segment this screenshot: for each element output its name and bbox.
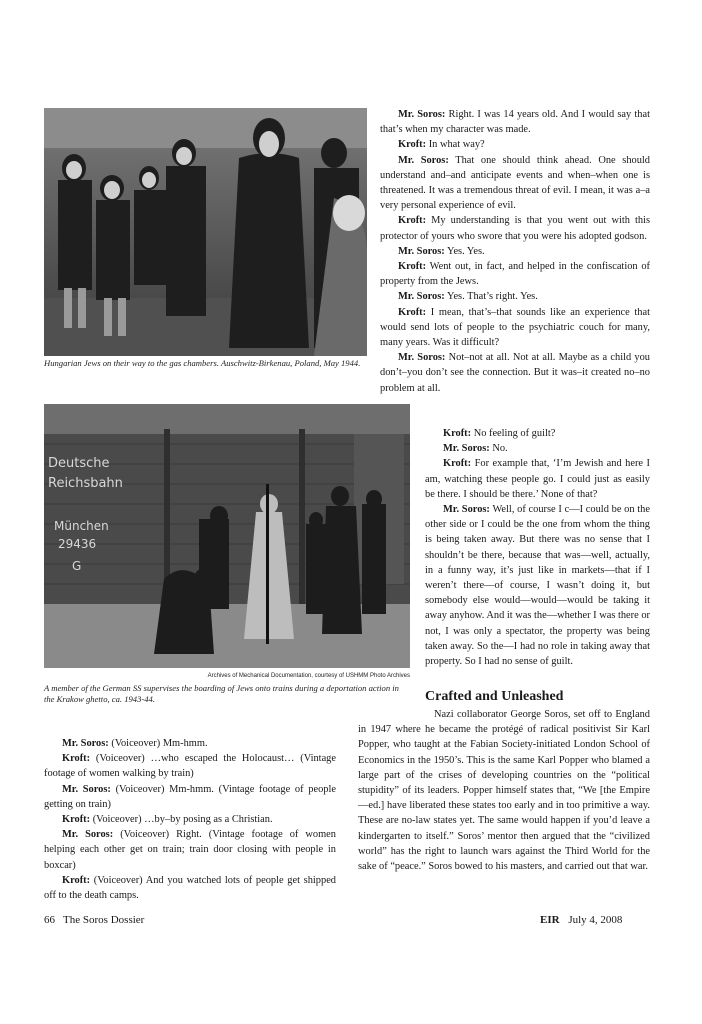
interview-paragraph: Mr. Soros: Not–not at all. Not at all. Maybe as a child you don’t–you don’t see the connection. But it was–it created no–no problem at all. bbox=[380, 352, 650, 394]
photo-auschwitz-caption: Hungarian Jews on their way to the gas chambers. Auschwitz-Birkenau, Poland, May 1944. bbox=[44, 358, 361, 368]
interview-paragraph: Mr. Soros: Well, of course I c—I could be on the other side or I could be the one from whom the thing is being taken away. But there was no sense that I shouldn’t be there, because that was—well, actually, in a funny way, it’s just like in markets—that if I weren’t there—of course, I wasn’t doing it, but somebody else would—would—would be taking it away anyhow. And it was the—whether I was there or not, I was only a spectator, the property was being taken away. So the—I had no role in taking away that property. So I had no sense of guilt. bbox=[425, 504, 650, 668]
footer-publication bbox=[540, 914, 622, 926]
photo-krakow-train-image bbox=[44, 404, 410, 668]
interview-paragraph: Kroft: For example that, ‘I’m Jewish and here I am, watching these people go. I could just as easily be there. I should be there.’ None of that? bbox=[425, 458, 650, 500]
section-heading: Crafted and Unleashed bbox=[425, 689, 564, 704]
footer-brand: EIR bbox=[540, 914, 560, 926]
boxcar-lettering-3: München bbox=[54, 519, 109, 533]
boxcar-lettering-1: Deutsche bbox=[48, 456, 110, 471]
photo-krakow-caption: A member of the German SS supervises the boarding of Jews onto trains during a deportation action in the Krakow ghetto, ca. 1943-44. bbox=[44, 683, 399, 704]
interview-right-column-top bbox=[380, 107, 650, 396]
footer-date: July 4, 2008 bbox=[568, 914, 623, 926]
interview-paragraph: Kroft: (Voiceover) …by–by posing as a Christian. bbox=[62, 814, 273, 826]
interview-right-column-bottom bbox=[425, 426, 650, 669]
section-paragraph: Nazi collaborator George Soros, set off to England in 1947 where he became the protégé of radical positivist Sir Karl Popper, who taught at the Fabian Society-initiated London School of Economics in the 1950’s. This is the same Karl Popper who blamed a large part of the crises of developing countries on the “political stupidity” of its leaders. Popper himself states that, “We [the Empire—ed.] have liberated these states too early and in too primitive a way. These are no-law states yet. The same would happen if you’d leave a kindergarten to itself.” Soros’ mentor then argued that the “civilized world” has the right to launch wars against the Third World for the sake of “peace.” Soros bowed to his masters, and carried out that war. bbox=[358, 709, 650, 873]
interview-paragraph: Mr. Soros: That one should think ahead. One should understand and–and anticipate events and when–when one is threatened. It was a tremendous threat of evil. I mean, it was a–a very personal experience of evil. bbox=[380, 154, 650, 212]
boxcar-lettering-4: 29436 bbox=[58, 537, 97, 551]
photo-auschwitz bbox=[44, 108, 367, 356]
interview-paragraph: Mr. Soros: No. bbox=[443, 443, 508, 455]
photo-krakow-train bbox=[44, 404, 410, 668]
footer-page-label: 66 The Soros Dossier bbox=[44, 914, 145, 926]
interview-paragraph: Mr. Soros: (Voiceover) Mm-hmm. (Vintage footage of people getting on train) bbox=[44, 783, 336, 810]
interview-paragraph: Mr. Soros: Yes. That’s right. Yes. bbox=[398, 291, 538, 303]
photo-auschwitz-image bbox=[44, 108, 367, 356]
interview-paragraph: Kroft: (Voiceover) And you watched lots of people get shipped off to the death camps. bbox=[44, 874, 336, 902]
section-text bbox=[358, 707, 650, 874]
interview-paragraph: Mr. Soros: (Voiceover) Mm-hmm. bbox=[62, 738, 208, 749]
interview-paragraph: Kroft: No feeling of guilt? bbox=[443, 428, 556, 439]
photo-credit: Archives of Mechanical Documentation, courtesy of USHMM Photo Archives bbox=[207, 673, 410, 679]
interview-paragraph: Mr. Soros: Right. I was 14 years old. And I would say that that’s when my character was made. bbox=[380, 109, 650, 136]
interview-paragraph: Kroft: My understanding is that you went out with this protector of yours who swore that you were his adopted godson. bbox=[380, 215, 650, 242]
boxcar-lettering-5: G bbox=[72, 559, 82, 573]
interview-paragraph: Mr. Soros: (Voiceover) Right. (Vintage footage of women helping each other get on train; train door closing with people in boxcar) bbox=[44, 829, 336, 871]
interview-paragraph: Kroft: In what way? bbox=[398, 139, 485, 151]
interview-paragraph: Kroft: Went out, in fact, and helped in the confiscation of property from the Jews. bbox=[380, 261, 650, 288]
interview-paragraph: Kroft: (Voiceover) …who escaped the Holocaust… (Vintage footage of women walking by train) bbox=[44, 753, 336, 780]
interview-paragraph: Kroft: I mean, that’s–that sounds like an experience that would send lots of people to the psychiatric couch for many, many years. Was it difficult? bbox=[380, 306, 650, 349]
interview-left-column bbox=[44, 736, 336, 903]
interview-paragraph: Mr. Soros: Yes. Yes. bbox=[398, 245, 485, 257]
boxcar-lettering-2: Reichsbahn bbox=[48, 476, 123, 491]
